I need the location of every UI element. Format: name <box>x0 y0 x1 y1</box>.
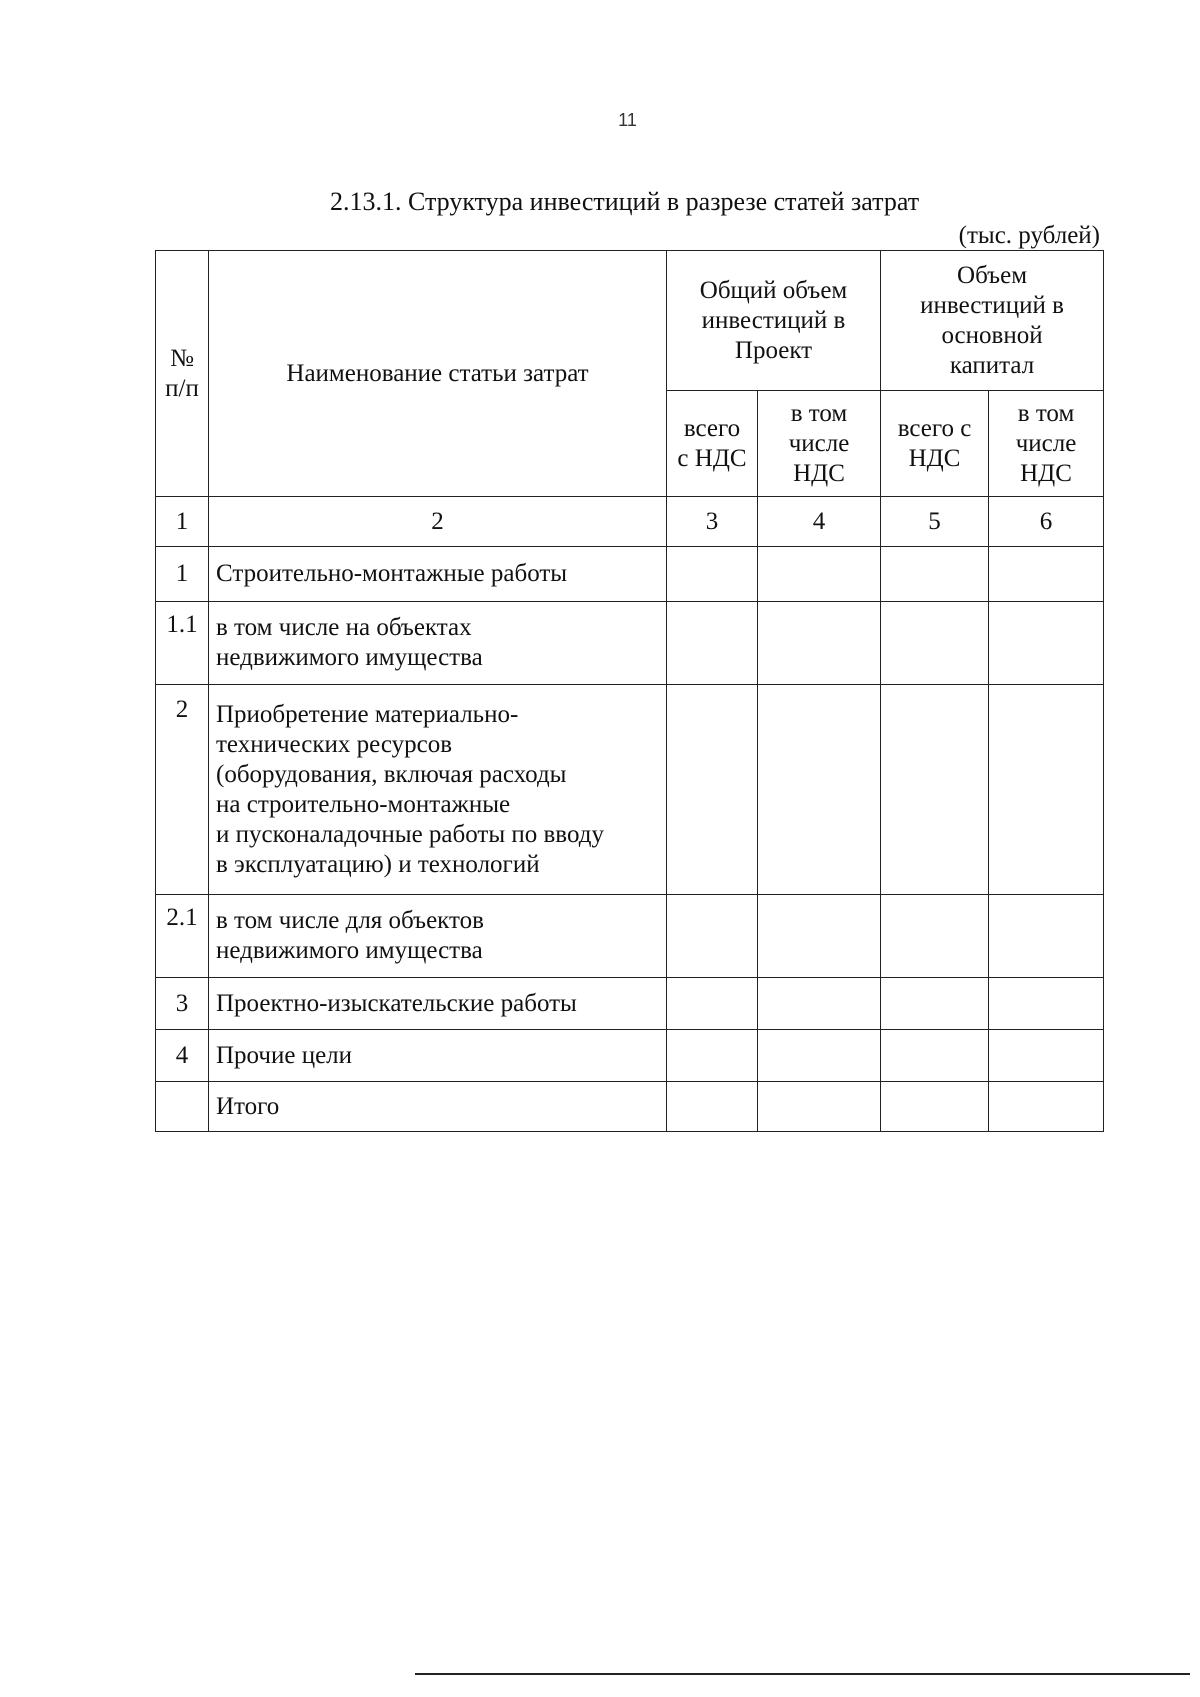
cell-g1-vat <box>758 1030 881 1082</box>
row-name: Приобретение материально- технических ресурсов (оборудования, включая расходы на строительно-монтажные и пусконаладочные работы по вводу в эксплуатацию) и технологий <box>209 685 667 895</box>
column-number: 4 <box>758 497 881 547</box>
column-number: 6 <box>989 497 1104 547</box>
cell-g1-vat <box>758 602 881 685</box>
cell-g2-total <box>881 895 989 978</box>
cell-g1-vat <box>758 1082 881 1132</box>
cell-g1-total <box>667 978 758 1030</box>
column-number: 5 <box>881 497 989 547</box>
cell-g2-vat <box>989 685 1104 895</box>
row-num: 1.1 <box>156 602 209 685</box>
cell-g2-vat <box>989 1030 1104 1082</box>
cell-g2-total <box>881 1030 989 1082</box>
column-number: 3 <box>667 497 758 547</box>
investment-structure-table <box>155 250 1104 1132</box>
row-name: Итого <box>209 1082 667 1132</box>
table-row <box>156 547 1104 602</box>
header-total-investment: Общий объем инвестиций в Проект <box>667 251 881 391</box>
cell-g1-total <box>667 547 758 602</box>
cell-g2-total <box>881 685 989 895</box>
header-g1-vat: в том числе НДС <box>758 391 881 497</box>
table-title: 2.13.1. Структура инвестиций в разрезе статей затрат <box>330 187 920 216</box>
cell-g1-total <box>667 602 758 685</box>
header-g2-total: всего с НДС <box>881 391 989 497</box>
cell-g1-total <box>667 685 758 895</box>
header-num: № п/п <box>156 251 209 497</box>
cell-g2-total <box>881 1082 989 1132</box>
row-name: Проектно-изыскательские работы <box>209 978 667 1030</box>
table-row <box>156 685 1104 895</box>
header-g2-vat: в том числе НДС <box>989 391 1104 497</box>
header-g1-total: всего с НДС <box>667 391 758 497</box>
row-num: 2.1 <box>156 895 209 978</box>
row-num: 2 <box>156 685 209 895</box>
cell-g2-vat <box>989 978 1104 1030</box>
row-num: 1 <box>156 547 209 602</box>
row-name: в том числе на объектах недвижимого имущества <box>209 602 667 685</box>
header-name: Наименование статьи затрат <box>209 251 667 497</box>
column-number: 2 <box>209 497 667 547</box>
table-row <box>156 602 1104 685</box>
cell-g2-total <box>881 602 989 685</box>
cell-g1-vat <box>758 547 881 602</box>
cell-g1-total <box>667 1082 758 1132</box>
cell-g1-total <box>667 1030 758 1082</box>
row-num: 4 <box>156 1030 209 1082</box>
cell-g1-total <box>667 895 758 978</box>
cell-g1-vat <box>758 895 881 978</box>
footer-rule <box>415 1673 1190 1675</box>
cell-g2-vat <box>989 547 1104 602</box>
page-number: 11 <box>618 110 637 130</box>
column-number-row <box>156 497 1104 547</box>
table-row <box>156 978 1104 1030</box>
header-fixed-capital: Объем инвестиций в основной капитал <box>881 251 1104 391</box>
row-num: 3 <box>156 978 209 1030</box>
column-number: 1 <box>156 497 209 547</box>
units-label: (тыс. рублей) <box>958 222 1100 249</box>
cell-g2-total <box>881 547 989 602</box>
cell-g1-vat <box>758 978 881 1030</box>
row-name: в том числе для объектов недвижимого имущества <box>209 895 667 978</box>
table-row <box>156 1030 1104 1082</box>
header-row-1 <box>156 251 1104 391</box>
table-row-total <box>156 1082 1104 1132</box>
cell-g2-vat <box>989 602 1104 685</box>
row-name: Прочие цели <box>209 1030 667 1082</box>
cell-g1-vat <box>758 685 881 895</box>
row-num <box>156 1082 209 1132</box>
cell-g2-total <box>881 978 989 1030</box>
cell-g2-vat <box>989 895 1104 978</box>
table-row <box>156 895 1104 978</box>
row-name: Строительно-монтажные работы <box>209 547 667 602</box>
cell-g2-vat <box>989 1082 1104 1132</box>
